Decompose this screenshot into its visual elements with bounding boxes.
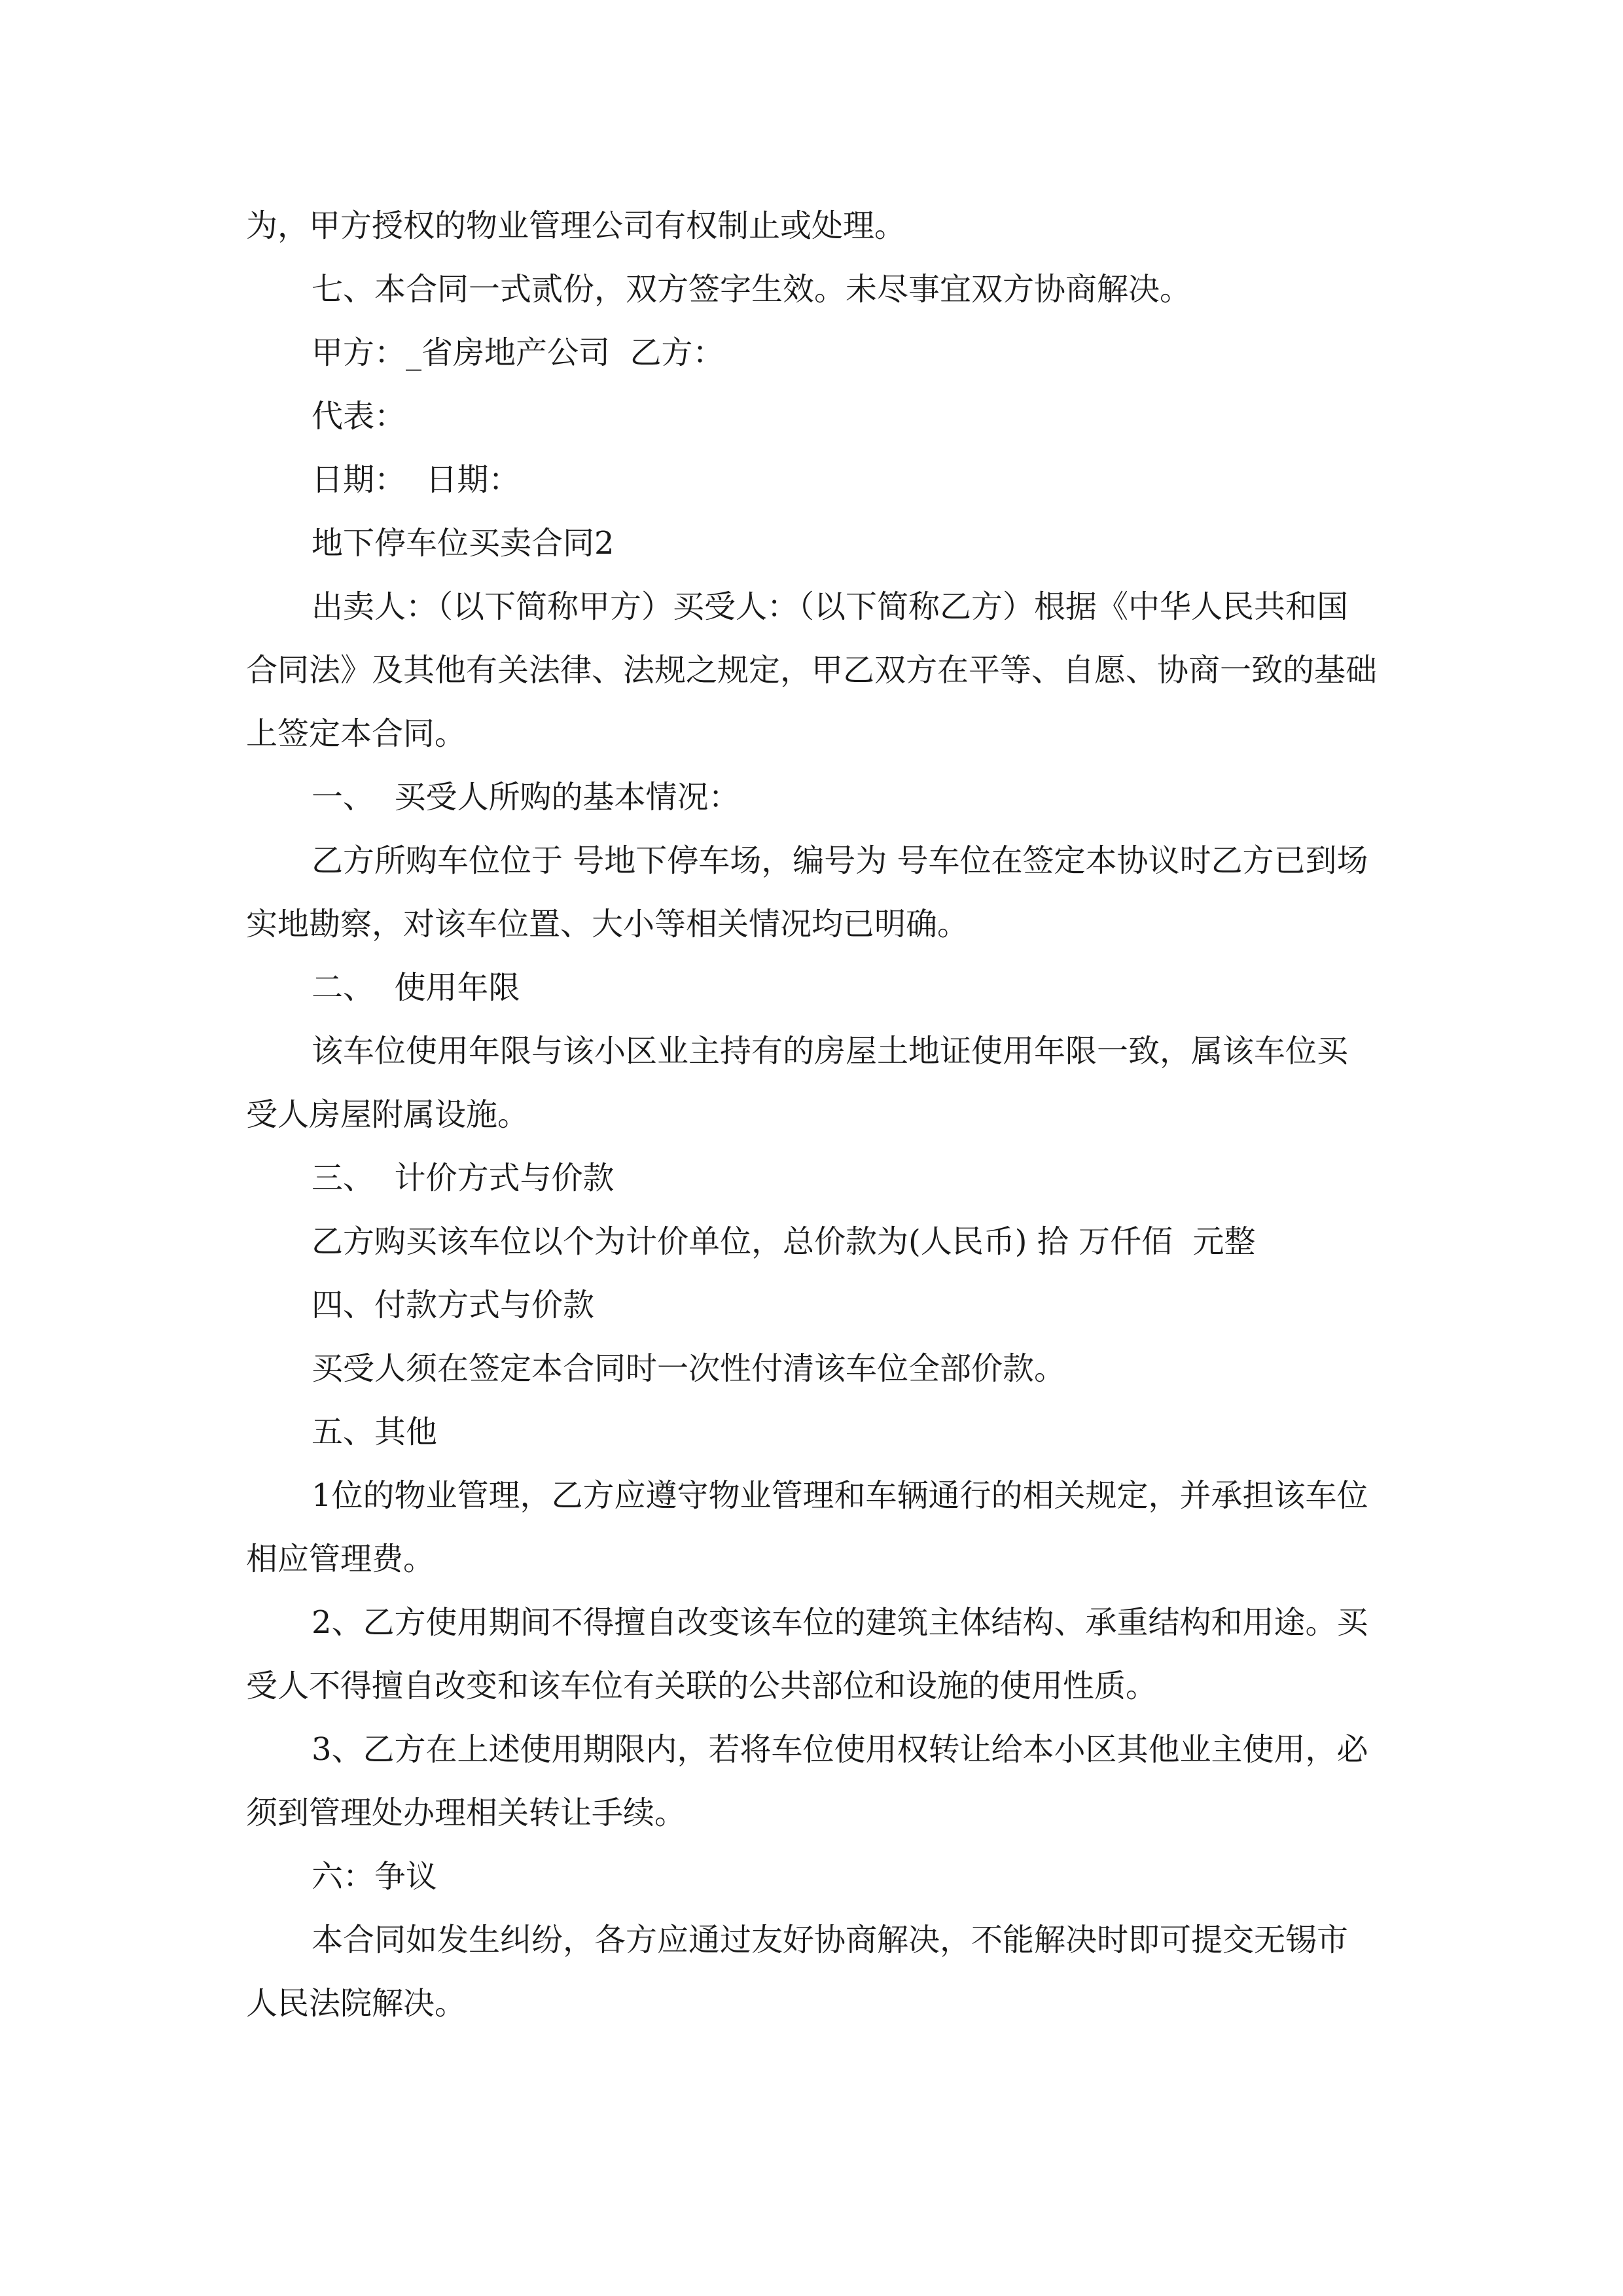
paragraph-clause-7: 七、本合同一式贰份，双方签字生效。未尽事宜双方协商解决。 — [312, 271, 1192, 308]
signature-dates: 日期： 日期： — [312, 461, 520, 498]
paragraph-section-6: 本合同如发生纠纷，各方应通过友好协商解决，不能解决时即可提交无锡市人民法院解决。 — [246, 1922, 1349, 2022]
document-page — [246, 194, 1377, 2036]
section-heading-3: 三、 计价方式与价款 — [312, 1160, 615, 1196]
paragraph-continuation: 为，甲方授权的物业管理公司有权制止或处理。 — [246, 207, 906, 244]
signature-parties: 甲方：_省房地产公司 乙方： — [312, 334, 724, 371]
section-heading-5: 五、其他 — [312, 1414, 438, 1450]
section-heading-4: 四、付款方式与价款 — [312, 1287, 595, 1323]
section-heading-1: 一、 买受人所购的基本情况： — [312, 779, 740, 816]
paragraph-section-5-item-1: 1位的物业管理，乙方应遵守物业管理和车辆通行的相关规定，并承担该车位相应管理费。 — [246, 1477, 1368, 1577]
paragraph-section-4: 买受人须在签定本合同时一次性付清该车位全部价款。 — [312, 1350, 1066, 1387]
paragraph-section-5-item-2: 2、乙方使用期间不得擅自改变该车位的建筑主体结构、承重结构和用途。买受人不得擅自改变和该车位有关联的公共部位和设施的使用性质。 — [246, 1604, 1368, 1704]
paragraph-section-3: 乙方购买该车位以个为计价单位，总价款为(人民币) 拾 万仟佰 元整 — [312, 1223, 1256, 1260]
paragraph-section-5-item-3: 3、乙方在上述使用期限内，若将车位使用权转让给本小区其他业主使用，必须到管理处办理相关转让手续。 — [246, 1731, 1368, 1831]
paragraph-section-1: 乙方所购车位位于 号地下停车场，编号为 号车位在签定本协议时乙方已到场实地勘察，对该车位置、大小等相关情况均已明确。 — [246, 842, 1368, 942]
paragraph-preamble: 出卖人：（以下简称甲方）买受人：（以下简称乙方）根据《中华人民共和国合同法》及其他有关法律、法规之规定，甲乙双方在平等、自愿、协商一致的基础上签定本合同。 — [246, 588, 1378, 752]
section-heading-2: 二、 使用年限 — [312, 969, 520, 1006]
contract-title: 地下停车位买卖合同2 — [312, 525, 615, 562]
signature-representative: 代表： — [312, 398, 406, 435]
paragraph-section-2: 该车位使用年限与该小区业主持有的房屋土地证使用年限一致，属该车位买受人房屋附属设施。 — [246, 1033, 1349, 1133]
section-heading-6: 六：争议 — [312, 1858, 438, 1895]
